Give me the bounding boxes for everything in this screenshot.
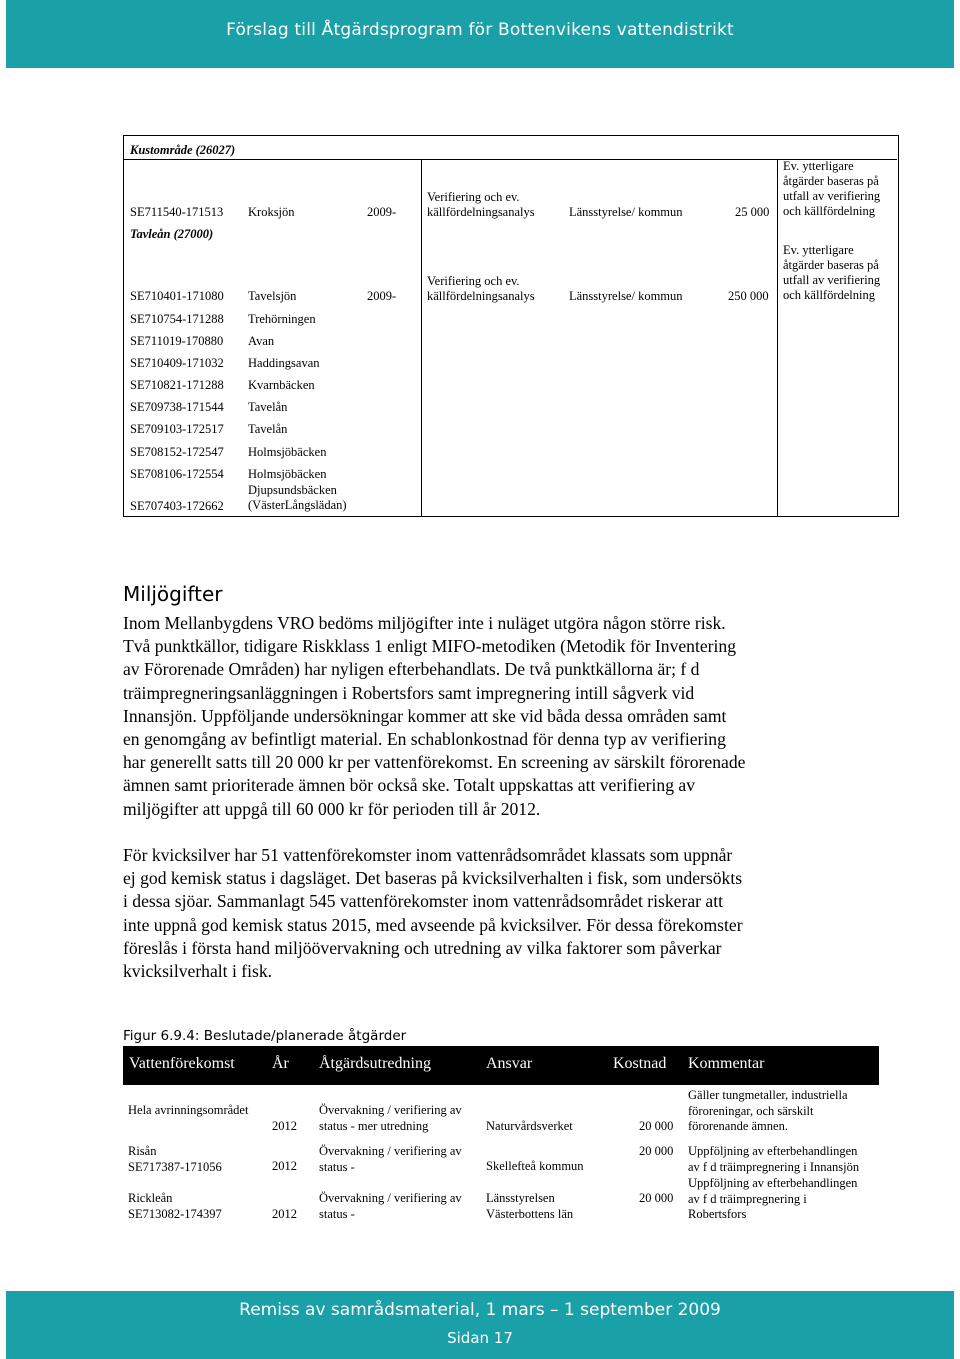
- cell-line: SE713082-174397: [128, 1206, 222, 1221]
- responsible-cell: [486, 1191, 573, 1222]
- water-name: Tavelån: [248, 400, 288, 414]
- body-paragraph: Inom Mellanbygdens VRO bedöms miljögifter inte i nuläget utgöra någon större risk. Två punktkällor, tidigare Riskklass 1 enligt MIFO-metodiken (Metodik för Inventering av Förorenade Områden) har nyligen efterbehandlats. De två punktkällorna är; f d träimpregneringsanläggningen i Robertsfors samt impregnering intill sågverk vid Innansjön. Uppföljande undersökningar kommer att ske vid båda dessa områden samt en genomgång av befintligt material. En schablonkostnad för denna typ av verifiering har generellt satts till 20 000 kr per vattenförekomst. En screening av särskilt förorenade ämnen samt prioriterade ämnen bör också ske. Totalt uppskattas att verifiering av miljögifter att uppgå till 60 000 kr för perioden till år 2012.: [123, 613, 746, 819]
- table-header-row: [123, 1046, 879, 1085]
- cost: 25 000: [735, 205, 770, 219]
- year: 2009-: [367, 289, 397, 303]
- cost: 250 000: [728, 289, 769, 303]
- column-divider: [421, 159, 422, 516]
- water-id: SE711019-170880: [130, 334, 224, 348]
- water-id: SE708106-172554: [130, 467, 224, 481]
- cell-line: Rickleån: [128, 1191, 173, 1205]
- column-header: Åtgärdsutredning: [319, 1055, 431, 1072]
- cell-line: Uppföljning av efterbehandlingen: [688, 1176, 858, 1190]
- comment-line: utfall av verifiering: [783, 189, 881, 203]
- action-cell: [319, 1191, 462, 1222]
- table-rule: [124, 159, 897, 160]
- cell-line: av f d träimpregnering i: [688, 1191, 807, 1206]
- section-label: Kustområde (26027): [130, 143, 236, 157]
- water-name: Trehörningen: [248, 312, 316, 326]
- year-cell: 2012: [272, 1119, 297, 1133]
- action-line: källfördelningsanalys: [427, 205, 535, 219]
- water-cell: [128, 1191, 222, 1222]
- water-cell: [128, 1144, 222, 1175]
- year-cell: 2012: [272, 1207, 297, 1221]
- figure-caption: Figur 6.9.4: Beslutade/planerade åtgärder: [123, 1028, 407, 1044]
- responsible: Länsstyrelse/ kommun: [569, 289, 683, 303]
- cell-line: Övervakning / verifiering av: [319, 1103, 462, 1117]
- water-id: SE710754-171288: [130, 312, 224, 326]
- water-name: Holmsjöbäcken: [248, 467, 327, 481]
- cell-line: Hela avrinningsområdet: [128, 1103, 249, 1117]
- water-name: Tavelsjön: [248, 289, 297, 303]
- action-line: källfördelningsanalys: [427, 289, 535, 303]
- cell-line: status - mer utredning: [319, 1118, 429, 1133]
- page-number: Sidan 17: [447, 1329, 513, 1347]
- footer-text: Remiss av samrådsmaterial, 1 mars – 1 september 2009: [239, 1300, 721, 1320]
- comment-line: och källfördelning: [783, 204, 875, 218]
- cost-cell: 20 000: [639, 1191, 674, 1205]
- comment-cell: [688, 1088, 848, 1135]
- comment-cell: [688, 1176, 857, 1223]
- cell-line: Risån: [128, 1144, 157, 1158]
- water-cell: [128, 1103, 248, 1119]
- action-cell: [427, 274, 535, 304]
- comment-line: Ev. ytterligare: [783, 243, 854, 257]
- comment-line: Ev. ytterligare: [783, 159, 854, 173]
- water-name: Haddingsavan: [248, 356, 320, 370]
- cell-line: status -: [319, 1159, 355, 1174]
- cell-line: av f d träimpregnering i Innansjön: [688, 1159, 860, 1174]
- document-title: Förslag till Åtgärdsprogram för Bottenvikens vattendistrikt: [226, 20, 734, 40]
- water-id: SE711540-171513: [130, 205, 224, 219]
- cell-line: Gäller tungmetaller, industriella: [688, 1088, 848, 1102]
- water-id: SE710409-171032: [130, 356, 224, 370]
- action-line: Verifiering och ev.: [427, 274, 520, 288]
- cell-line: Övervakning / verifiering av: [319, 1191, 462, 1205]
- responsible: Länsstyrelse/ kommun: [569, 205, 683, 219]
- comment-line: utfall av verifiering: [783, 273, 881, 287]
- section-label: Tavleån (27000): [130, 227, 214, 241]
- footer-banner: [6, 1291, 954, 1359]
- comment-cell: [783, 159, 880, 219]
- action-cell: [427, 190, 535, 220]
- cell-line: Övervakning / verifiering av: [319, 1144, 462, 1158]
- body-paragraph: För kvicksilver har 51 vattenförekomster inom vattenrådsområdet klassats som uppnår ej god kemisk status i dagsläget. Det baseras på kvicksilverhalten i fisk, som undersökts i dessa sjöar. Sammanlagt 545 vattenförekomster inom vattenrådsområdet riskerar att inte uppnå god kemisk status 2015, med avseende på kvicksilver. För dessa förekomster föreslås i första hand miljöövervakning och utredning av vilka faktorer som påverkar kvicksilverhalt i fisk.: [123, 845, 743, 982]
- year-cell: 2012: [272, 1159, 297, 1173]
- column-header: Kommentar: [688, 1055, 765, 1072]
- year: 2009-: [367, 205, 397, 219]
- water-name-line: Djupsundsbäcken: [248, 483, 337, 497]
- header-banner: [6, 0, 954, 68]
- water-id: SE710401-171080: [130, 289, 224, 303]
- cell-line: Robertsfors: [688, 1207, 747, 1221]
- column-header: Ansvar: [486, 1055, 533, 1072]
- water-name: Tavelån: [248, 422, 288, 436]
- column-header: År: [272, 1055, 289, 1072]
- water-id: SE707403-172662: [130, 499, 224, 513]
- comment-line: åtgärder baseras på: [783, 174, 879, 188]
- cell-line: Västerbottens län: [486, 1206, 574, 1221]
- water-id: SE710821-171288: [130, 378, 224, 392]
- cell-line: förorenande ämnen.: [688, 1119, 788, 1133]
- cell-line: föroreningar, och särskilt: [688, 1103, 814, 1118]
- cost-cell: 20 000: [639, 1119, 674, 1133]
- action-cell: [319, 1103, 462, 1134]
- action-cell: [319, 1144, 462, 1175]
- water-name: Kvarnbäcken: [248, 378, 315, 392]
- water-name: Kroksjön: [248, 205, 295, 219]
- comment-line: åtgärder baseras på: [783, 258, 879, 272]
- cell-line: SE717387-171056: [128, 1159, 222, 1174]
- water-name-cell: [248, 483, 347, 513]
- cell-line: status -: [319, 1206, 355, 1221]
- comment-cell: [688, 1144, 859, 1175]
- column-header: Kostnad: [613, 1055, 667, 1072]
- water-name: Avan: [248, 334, 275, 348]
- water-id: SE708152-172547: [130, 445, 224, 459]
- cell-line: Skellefteå kommun: [486, 1159, 584, 1173]
- measures-table: [123, 135, 899, 517]
- action-line: Verifiering och ev.: [427, 190, 520, 204]
- responsible-cell: [486, 1119, 573, 1135]
- comment-cell: [783, 243, 880, 303]
- column-header: Vattenförekomst: [129, 1055, 235, 1072]
- cell-line: Naturvårdsverket: [486, 1119, 573, 1133]
- water-id: SE709103-172517: [130, 422, 224, 436]
- water-name-line: (VästerLångslädan): [248, 498, 347, 512]
- cost-cell: 20 000: [639, 1144, 674, 1158]
- responsible-cell: [486, 1159, 584, 1175]
- section-heading: Miljögifter: [123, 582, 223, 606]
- comment-line: och källfördelning: [783, 288, 875, 302]
- cell-line: Uppföljning av efterbehandlingen: [688, 1144, 858, 1158]
- column-divider: [777, 159, 778, 516]
- water-name: Holmsjöbäcken: [248, 445, 327, 459]
- cell-line: Länsstyrelsen: [486, 1191, 555, 1205]
- water-id: SE709738-171544: [130, 400, 224, 414]
- planned-measures-table: [123, 1085, 879, 1225]
